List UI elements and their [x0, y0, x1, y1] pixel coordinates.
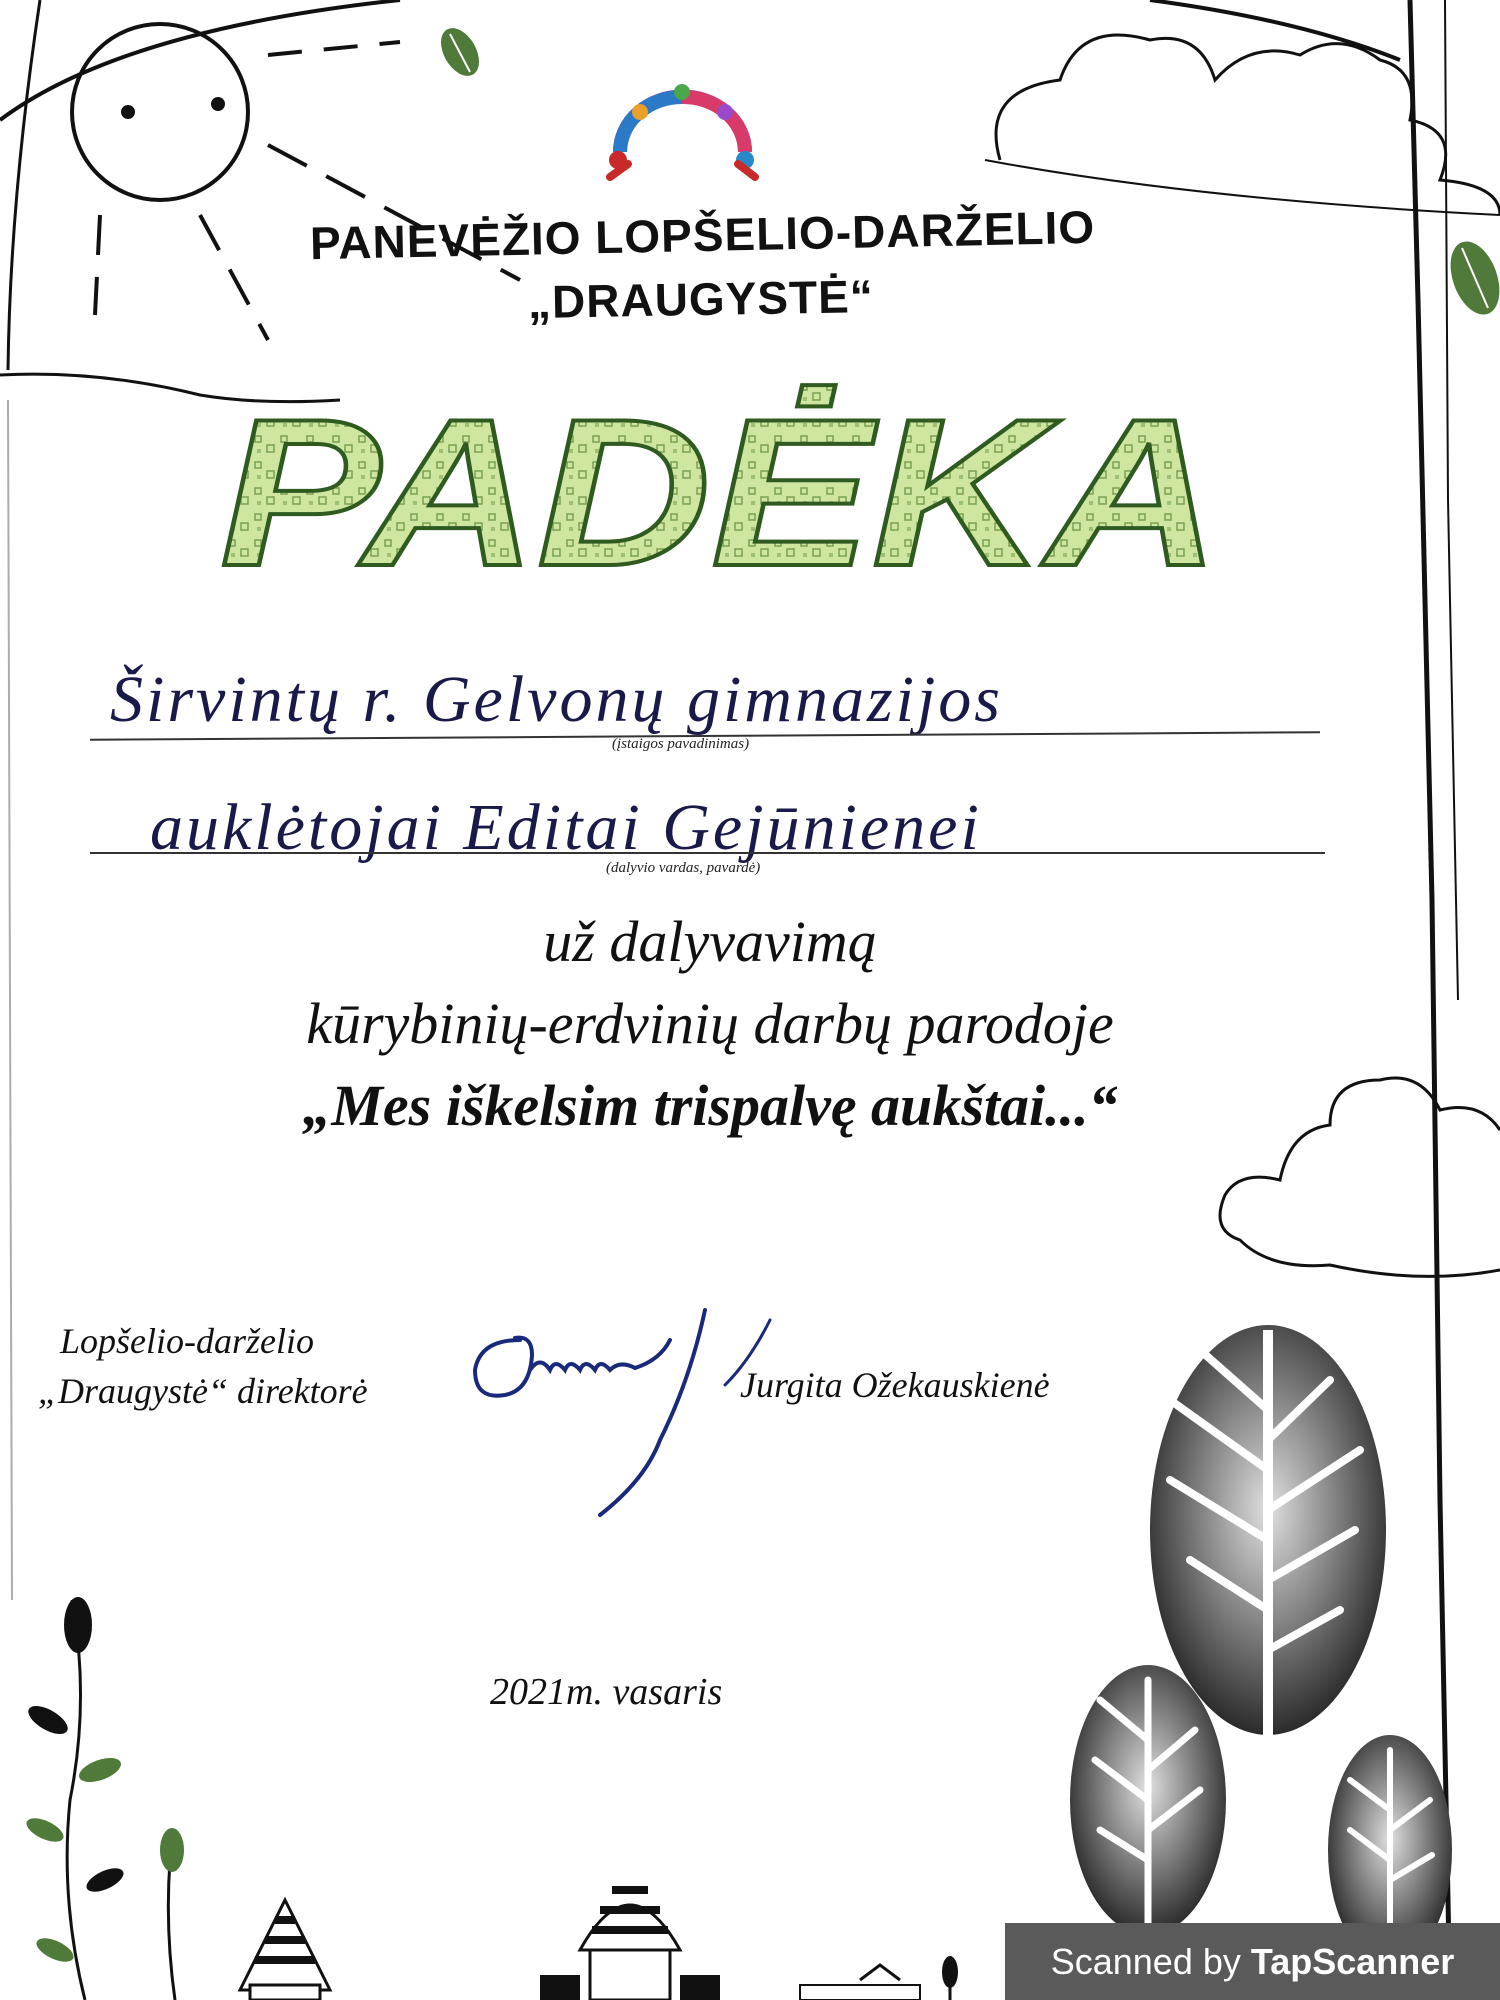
- kindergarten-logo-icon: [600, 82, 765, 197]
- cloud-icon-top: [996, 35, 1500, 215]
- page-title: PADĖKA: [220, 380, 1220, 590]
- scanner-prefix: Scanned by: [1050, 1940, 1241, 1982]
- house-icon-left: [240, 1900, 330, 2000]
- recipient-participant: auklėtojai Editai Gejūnienei: [150, 791, 982, 864]
- title-graphic: [200, 380, 1240, 590]
- leaf-icon-right: [1441, 235, 1500, 321]
- organization-subname: „DRAUGYSTĖ“: [527, 269, 875, 329]
- signatory-role-line-1: Lopšelio-darželio: [60, 1321, 315, 1361]
- issue-date: 2021m. vasaris: [490, 1671, 723, 1713]
- vine-icon: [23, 1597, 184, 2000]
- leaf-icon-top: [433, 21, 487, 82]
- frame-right-line-inner: [1445, 0, 1458, 1000]
- frame-left-lower-line: [8, 400, 12, 1600]
- frame-right-line: [1410, 0, 1450, 2000]
- tree-icon-large: [1070, 1325, 1455, 2000]
- signatory-name: Jurgita Ožekauskienė: [740, 1365, 1050, 1405]
- scanner-brand: TapScanner: [1250, 1940, 1455, 1982]
- organization-name: PANEVĖŽIO LOPŠELIO-DARŽELIO: [309, 200, 1096, 270]
- frame-top-arc: [0, 0, 400, 120]
- signatory-role-line-2: „Draugystė“ direktorė: [38, 1371, 368, 1411]
- sun-icon: [72, 24, 520, 340]
- signature-icon: [460, 1300, 790, 1530]
- house-icon-center: [540, 1890, 720, 2000]
- house-icon-right: [800, 1956, 958, 2000]
- institution-caption: (įstaigos pavadinimas): [612, 736, 750, 752]
- frame-left-line: [8, 0, 40, 370]
- participant-caption: (dalyvio vardas, pavardė): [606, 860, 761, 876]
- exhibition-title: „Mes iškelsim trispalvę aukštai...“: [302, 1073, 1118, 1138]
- participant-underline: [90, 852, 1325, 854]
- reason-line-2: kūrybinių-erdvinių darbų parodoje: [306, 991, 1114, 1056]
- recipient-institution: Širvintų r. Gelvonų gimnazijos: [110, 663, 1003, 736]
- scanner-watermark: [1005, 1923, 1500, 2000]
- reason-line-1: už dalyvavimą: [543, 909, 877, 974]
